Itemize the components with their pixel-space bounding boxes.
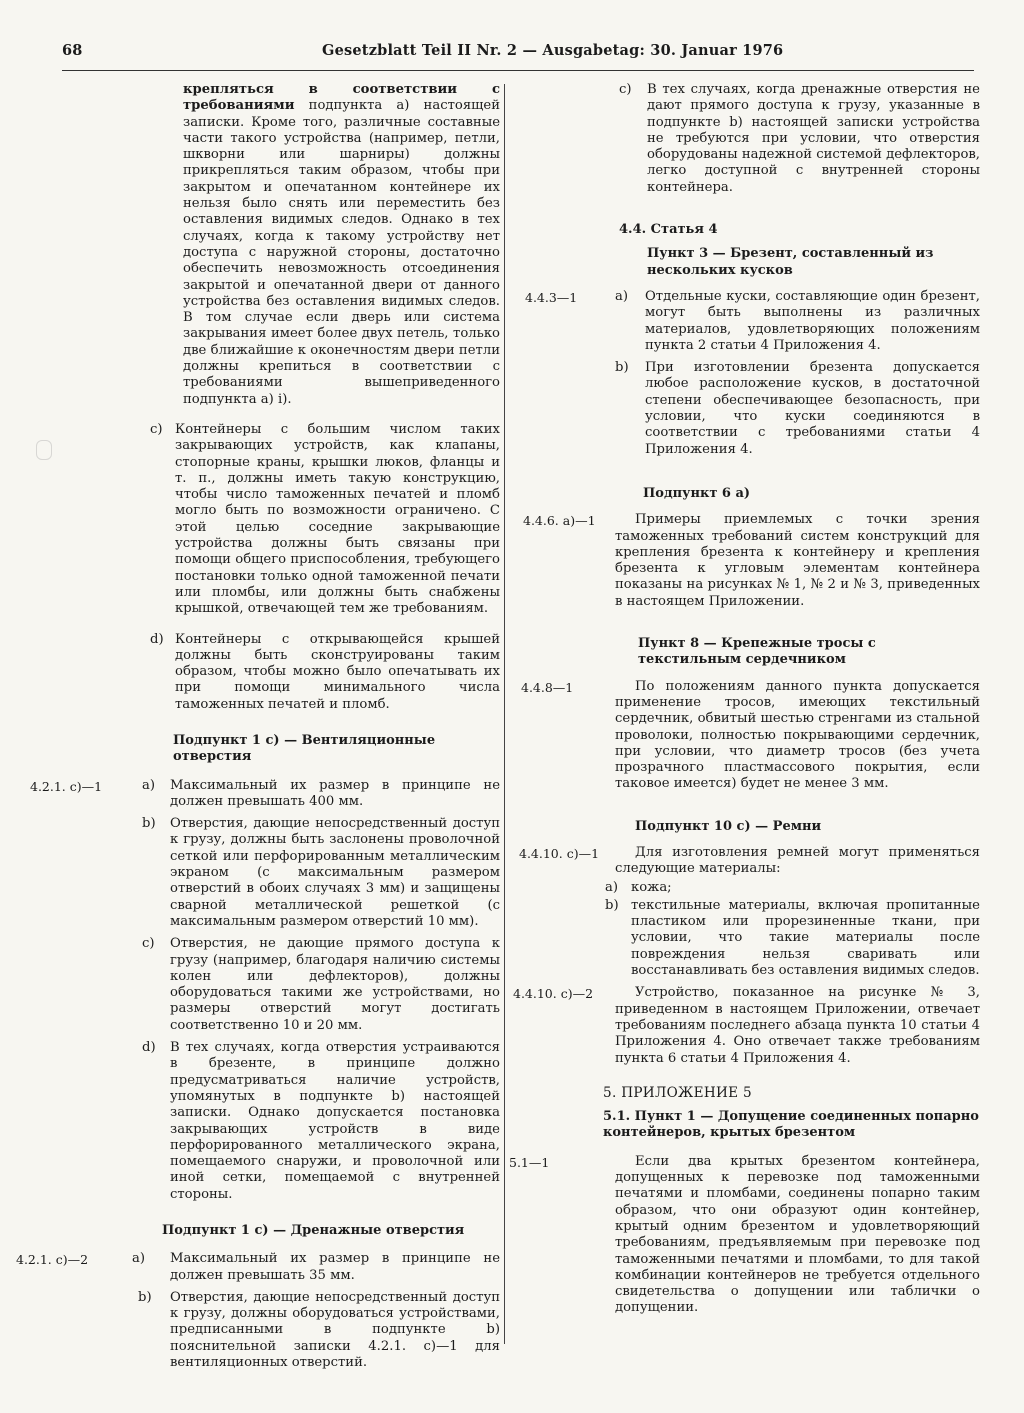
section-heading: Подпункт 1 c) — Вентиляционные отверстия	[173, 732, 436, 765]
margin-reference: 4.4.10. c)—1	[519, 845, 600, 861]
item-label: c)	[619, 82, 632, 97]
ref-item	[30, 778, 500, 811]
margin-reference: 4.2.1. c)—1	[30, 778, 103, 794]
section-heading: 4.4. Статья 4	[619, 222, 718, 238]
item-text: Отверстия, дающие непосредственный доступ к грузу, должны быть заслонены проволочной сеткой или перфорированным металлическим экраном (с максимальным размером отверстий в обоих случаях 3 мм) и защищены сварной металлической решеткой (с максимальным размером отверстий 10 мм).	[170, 816, 500, 929]
paragraph-text: По положениям данного пункта допускается применение тросов, имеющих текстильный сердечник, обвитый шестью стренгами из стальной проволоки, полностью покрывающими сердечник, при условии, что диаметр тросов (без учета прозрачного пластмассового покрытия, если таковое имеется) будет не менее 3 мм.	[615, 678, 980, 792]
section-heading: Подпункт 6 a)	[643, 485, 751, 501]
item-text: В тех случаях, когда дренажные отверстия не дают прямого доступа к грузу, указанные в подпункте b) настоящей записки устройства не требуются при условии, что отверстия оборудованы надежной системой дефлекторов, легко доступной с внутренней стороны контейнера.	[647, 82, 981, 195]
item-label: b)	[605, 897, 619, 913]
item-label: d)	[142, 1040, 156, 1056]
subsection-heading: 5.1. Пункт 1 — Допущение соединенных попарно контейнеров, крытых брезентом	[603, 1109, 979, 1141]
item-text: Максимальный их размер в принципе не должен превышать 400 мм.	[170, 777, 500, 809]
margin-reference: 5.1—1	[509, 1154, 550, 1170]
ref-paragraph	[515, 845, 980, 878]
ref-paragraph	[515, 985, 980, 1066]
list-item	[30, 816, 500, 930]
paragraph-text: Для изготовления ремней могут применяться следующие материалы:	[615, 844, 980, 877]
margin-reference: 4.4.8—1	[521, 679, 574, 695]
section-heading: Подпункт 1 c) — Дренажные отверстия	[162, 1223, 465, 1238]
list-item	[30, 936, 500, 1034]
left-column	[16, 82, 500, 1371]
item-text: Отдельные куски, составляющие один брезент, могут быть выполнены из различных материалов, удовлетворяющих положениям пункта 2 статьи 4 Приложения 4.	[645, 288, 980, 353]
margin-reference: 4.4.10. c)—2	[513, 986, 594, 1002]
item-text: При изготовлении брезента допускается любое расположение кусков, в достаточной степени обеспечивающее безопасность, при условии, что куски соединяются в соответствии с требованиями статьи 4 Приложения 4.	[645, 360, 980, 457]
item-label: b)	[142, 816, 156, 832]
item-label: a)	[615, 288, 629, 304]
item-text: Максимальный их размер в принципе не должен превышать 35 мм.	[170, 1251, 500, 1283]
item-label: a)	[142, 777, 156, 793]
list-item	[30, 1290, 500, 1371]
item-d	[30, 632, 500, 713]
intro-bold: крепляться в соответствии с требованиями	[183, 82, 500, 114]
paragraph-text: Устройство, показанное на рисунке № 3, приведенном в настоящем Приложении, отвечает требованиям последнего абзаца пункта 10 статьи 4 Приложения 4. Оно отвечает также требованиям пункта 6 статьи 4 Приложения 4.	[615, 985, 980, 1066]
item-label: b)	[615, 360, 629, 376]
column-divider	[504, 84, 505, 1344]
item-c	[30, 422, 500, 618]
subsection-heading: Пункт 3 — Брезент, составленный из нескольких кусков	[647, 246, 934, 278]
right-column	[509, 82, 981, 1317]
section-heading: Пункт 8 — Крепежные тросы с текстильным сердечником	[638, 636, 876, 668]
item-label: d)	[150, 631, 164, 647]
intro-text: подпункта а) настоящей записки. Кроме того, различные составные части такого устройства (например, петли, шкворни или шарниры) должны прикрепляться таким образом, чтобы при закрытом и опечатанном контейнере их нельзя было снять или переместить без оставления видимых следов. Однако в тех случаях, когда к такому устройству нет доступа с наружной стороны, достаточно обеспечить невозможность отсоединения закрытой и опечатанной двери от данного устройства без оставления видимых следов. В том случае если дверь или система закрывания имеет более двух петель, только две ближайшие к оконечностям двери петли должны крепиться в соответствии с требованиями вышеприведенного подпункта а) i).	[183, 98, 500, 407]
item-text: Контейнеры с открывающейся крышей должны быть сконструированы таким образом, чтобы можно было опечатывать их при помощи минимального числа таможенных печатей и пломб.	[175, 631, 500, 712]
item-text: Отверстия, дающие непосредственный доступ к грузу, должны оборудоваться устройствами, предписанными в подпункте b) пояснительной записки 4.2.1. c)—1 для вентиляционных отверстий.	[170, 1289, 500, 1371]
item-text: Контейнеры с большим числом таких закрывающих устройств, как клапаны, стопорные краны, крышки люков, фланцы и т. п., должны иметь такую конструкцию, чтобы число таможенных печатей и пломб могло быть по возможности ограничено. С этой целью соседние закрывающие устройства должны быть связаны при помощи общего приспособления, требующего постановки только одной таможенной печати или пломбы, или должны быть снабжены крышкой, отвечающей тем же требованиям.	[175, 421, 500, 617]
list-item	[515, 360, 980, 458]
item-label: c)	[150, 421, 163, 437]
ref-paragraph	[515, 679, 980, 793]
item-text: Отверстия, не дающие прямого доступа к грузу (например, благодаря наличию системы колен или дефлекторов), должны оборудоваться такими же устройствами, но размеры отверстий могут достигать соответственно 10 и 20 мм.	[170, 936, 500, 1033]
margin-reference: 4.2.1. c)—2	[16, 1252, 89, 1268]
ref-item	[515, 289, 980, 354]
item-label: c)	[142, 936, 155, 952]
paragraph-text: Примеры приемлемых с точки зрения таможенных требований систем конструкций для крепления брезента к контейнеру и крепления брезента к угловым элементам контейнера показаны на рисунках № 1, № 2 и № 3, приведенных в настоящем Приложении.	[615, 512, 980, 609]
section-heading: Подпункт 10 c) — Ремни	[635, 818, 822, 834]
margin-reference: 4.4.3—1	[525, 289, 578, 305]
item-text: В тех случаях, когда отверстия устраиваются в брезенте, в принципе должно предусматриваться наличие устройств, упомянутых в подпункте b) настоящей записки. Однако допускается постановка закрывающих устройств в виде перфорированного металлического экрана, помещаемого снаружи, и проволочной или иной сетки, помещаемой с внутренней стороны.	[170, 1040, 500, 1202]
margin-reference: 4.4.6. a)—1	[523, 513, 596, 529]
list-item	[30, 1040, 500, 1203]
paragraph-text: Если два крытых брезентом контейнера, допущенных к перевозке под таможенными печатями и пломбами, соединены попарно таким образом, что они образуют один контейнер, крытый одним брезентом и удовлетворяющий требованиям, предъявляемым при перевозке под таможенными печатями и пломбами, то для такой комбинации контейнеров не требуется отдельного свидетельства о допущении или таблички о допущении.	[615, 1153, 980, 1316]
header-title: Gesetzblatt Teil II Nr. 2 — Ausgabetag: 30. Januar 1976	[322, 42, 784, 59]
ref-paragraph	[509, 1153, 980, 1317]
annex-heading: 5. ПРИЛОЖЕНИЕ 5	[603, 1084, 752, 1101]
item-text: кожа;	[631, 879, 672, 895]
page-number: 68	[62, 42, 83, 59]
item-label: b)	[138, 1289, 152, 1305]
item-c	[515, 82, 980, 196]
list-item	[515, 898, 980, 979]
ref-paragraph	[515, 512, 980, 610]
item-label: a)	[605, 879, 619, 895]
item-text: текстильные материалы, включая пропитанные пластиком или прорезиненные ткани, при условии, что такие материалы после повреждения нельзя сваривать или восстанавливать без оставления видимых следов.	[631, 897, 980, 979]
list-item	[515, 880, 980, 896]
item-label: a)	[132, 1251, 146, 1267]
ref-item	[16, 1251, 500, 1284]
header-rule	[62, 70, 974, 71]
intro-paragraph	[183, 82, 500, 408]
